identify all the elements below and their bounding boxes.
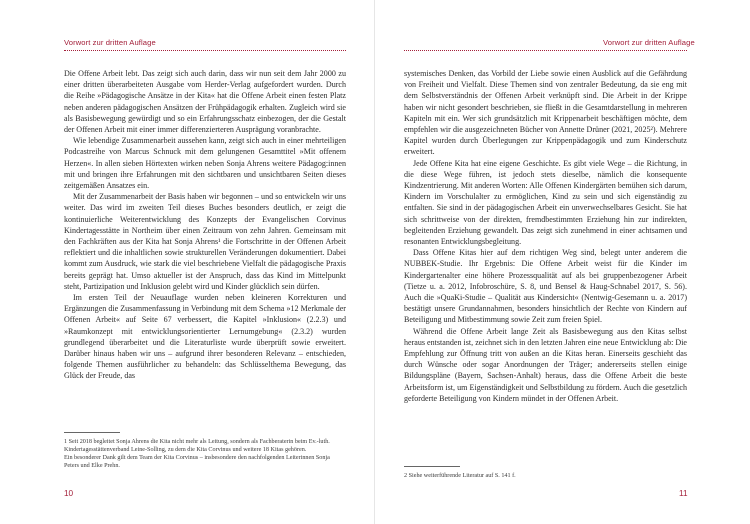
paragraph: Im ersten Teil der Neuauflage wurden neben kleineren Korrekturen und Ergänzungen die Zusammenfassung in Verbindung mit dem Schema »12 Merkmale der Offenen Arbeit« auf Seite 67 verbessert, die Kapitel »Inklusion« (2.2.3) und »Raumkonzept mit entwicklungsorientierter Lernumgebung« (2.3.2) wurden grundlegend überarbeitet und die Literaturliste wurde überprüft sowie erweitert. Darüber hinaus haben wir uns – aufgrund ihrer besonderen Relevanz – entschieden, folgende Themen ausführlicher zu behandeln: das Schlüsselthema Bewegung, das Glück der Freude, das <box>64 293 346 381</box>
header-dotted-rule <box>64 50 346 51</box>
footnote-rule <box>404 466 460 467</box>
footnote-rule <box>64 432 120 433</box>
footnote: 1 Seit 2018 begleitet Sonja Ahrens die Kita nicht mehr als Leitung, sondern als Fachberaterin beim Ev.-luth. Kindertagesstättenverband Leine-Solling, zu dem die Kita Corvinus und weitere 18 Kitas gehören. <box>64 439 330 454</box>
header-dotted-rule <box>404 50 687 51</box>
footnote: Ein besonderer Dank gilt dem Team der Kita Corvinus – insbesondere den nachfolgenden Leiterinnen Sonja Peters und Elke Prehn. <box>64 455 330 470</box>
footnotes <box>64 438 344 470</box>
running-head: Vorwort zur dritten Auflage <box>64 38 156 47</box>
paragraph: Wie lebendige Zusammenarbeit aussehen kann, zeigt sich auch in einer mehrteiligen Podcastreihe von Marcus Schnuck mit dem gelungenen Gesamttitel »Mit offenem Herzen«. In allen sieben Hörtexten wirken neben Sonja Ahrens weitere Pädagog:innen mit und bringen ihre Erfahrungen mit den sichtbaren und unsichtbaren Seiten dieses zeitgemäßen Ansatzes ein. <box>64 136 346 191</box>
paragraph: systemisches Denken, das Vorbild der Liebe sowie einen Ausblick auf die Gefährdung von Freiheit und Vielfalt. Diese Themen sind von zentraler Bedeutung, da sie eng mit dem Selbstverständnis der Offenen Arbeit verknüpft sind. Die Arbeit in der Krippe haben wir nicht gesondert beschrieben, sie fließt in die Gesamtdarstellung in mehreren Kapiteln mit ein. Wer sich grundsätzlich mit Krippenarbeit beschäftigen möchte, dem empfehlen wir die ausgezeichneten Bücher von Annette Drüner (2021, 2025²). Mehrere Kapitel wurden durch Überlegungen zur Krippenpädagogik und zum Kinderschutz erweitert. <box>404 69 687 157</box>
paragraph: Jede Offene Kita hat eine eigene Geschichte. Es gibt viele Wege – die Richtung, in die diese Wege führen, ist jedoch stets dieselbe, nämlich die konsequente Kindzentrierung. Mit anderen Worten: Alle Offenen Kindergärten bemühen sich darum, Kindern im Vorschulalter zu ermöglichen, Kind zu sein und sich eigenständig zu entfalten. Sie sind in der pädagogischen Arbeit ein unverwechselbares Gesicht. Sie hat sich schrittweise von der direkten, fremdbestimmten Erziehung hin zur indirekten, begleitenden Erziehung gewandelt. Das zeigt sich zunehmend in einer achtsamen und resonanten Entwicklungsbegleitung. <box>404 158 687 247</box>
footnotes <box>404 472 684 480</box>
paragraph: Dass Offene Kitas hier auf dem richtigen Weg sind, belegt unter anderem die NUBBEK-Studie. Ihr Ergebnis: Die Offene Arbeit weist für die Kinder im Kindergartenalter eine höhere Prozessqualität auf als bei gruppenbezogener Arbeit (Tietze u. a. 2012, Infobroschüre, S. 8, und Bensel & Haug-Schnabel 2017, S. 56). Auch die »QuaKi-Studie – Qualität aus Kindersicht« (Nentwig-Gesemann u. a. 2017) bestätigt unsere Grundannahmen, besonders hinsichtlich der Rechte von Kindern auf Beteiligung und Mitbestimmung sowie Zeit zum freien Spiel. <box>404 248 687 325</box>
page-number: 11 <box>679 489 688 498</box>
paragraph: Die Offene Arbeit lebt. Das zeigt sich auch darin, dass wir nun seit dem Jahr 2000 zu einer dritten überarbeiteten Ausgabe vom Herder-Verlag aufgefordert wurden. Durch die Reihe »Pädagogische Ansätze in der Kita« hat die Offene Arbeit einen festen Platz neben anderen pädagogischen Ansätzen der Frühpädagogik erhalten. Zugleich wird sie als Basisbewegung gewürdigt und so ein Erfahrungsschatz einbezogen, der die Gestalt der Offenen Arbeit mit einer immer differenzierteren Ausprägung voranbrachte. <box>64 69 346 135</box>
running-head: Vorwort zur dritten Auflage <box>603 38 695 47</box>
paragraph: Während die Offene Arbeit lange Zeit als Basisbewegung aus den Kitas selbst heraus entstanden ist, zeichnet sich in den letzten Jahren eine neue Entwicklung ab: Die Empfehlung zur Öffnung tritt von außen an die Kitas heran. Einerseits geschieht das durch Wünsche oder sogar Anordnungen der Träger; andererseits stellen einige Bildungspläne (Bayern, Sachsen-Anhalt) heraus, dass die Offene Arbeit die beste Arbeitsform ist, um Eigenständigkeit und Selbstbildung zu fördern. Auch die gesetzlich geforderte Beteiligung von Kindern mündet in der Offenen Arbeit. <box>404 326 687 403</box>
footnote: 2 Siehe weiterführende Literatur auf S. 141 f. <box>404 473 516 479</box>
body-text <box>64 68 346 382</box>
right-page <box>375 0 750 524</box>
body-text <box>404 68 687 404</box>
page-number: 10 <box>64 489 74 498</box>
paragraph: Mit der Zusammenarbeit der Basis haben wir begonnen – und so entwickeln wir uns weiter. Das wird im zweiten Teil dieses Buches besonders deutlich, er zeigt die kontinuierliche Weiterentwicklung des Konzepts der Evangelischen Corvinus Kindertagesstätte in Northeim über einen Zeitraum von zehn Jahren. Gemeinsam mit den Fachkräften aus der Kita hat Sonja Ahrens¹ die Fortschritte in der Offenen Arbeit reflektiert und die inhaltlichen sowie strukturellen Veränderungen dokumentiert. Dabei kommt zum Ausdruck, wie stark die viel beschriebene Vielfalt die pädagogische Praxis bereits geprägt hat. Umso aktueller ist der Anspruch, dass das Kind im Mittelpunkt steht, Partizipation und Inklusion gelebt wird und Kinder glücklich sein dürfen. <box>64 192 346 291</box>
